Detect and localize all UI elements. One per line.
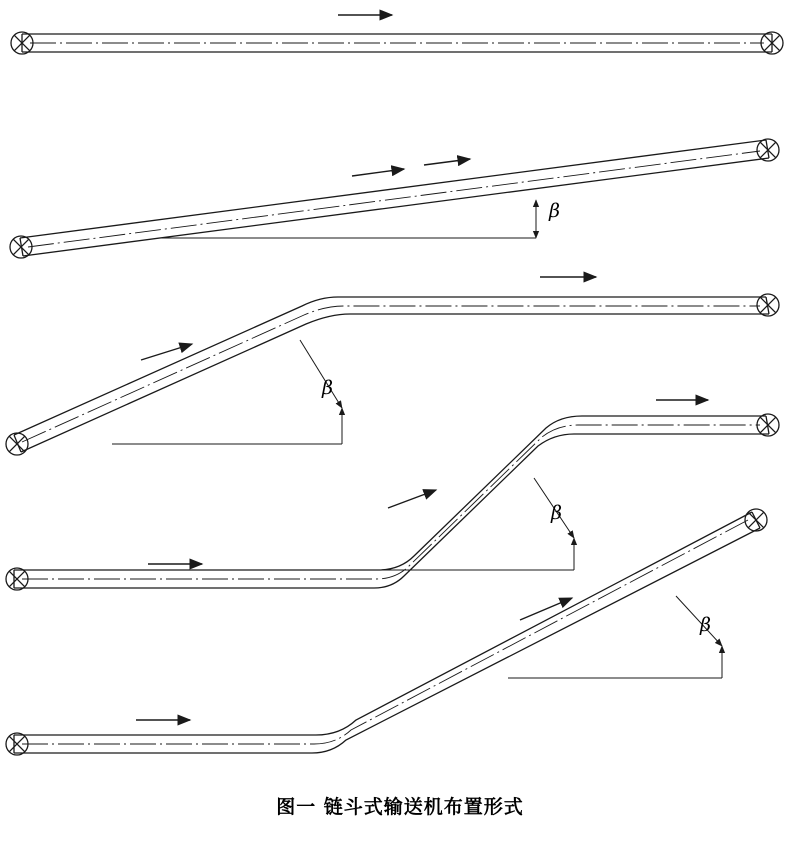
layout-2-bottom-edge — [23, 158, 769, 256]
figure-caption: 图一 链斗式输送机布置形式 — [276, 796, 524, 818]
layout-2-centerline — [28, 151, 760, 247]
layout-3-conveyor — [6, 277, 779, 455]
layout-5-centerline — [22, 520, 748, 744]
layout-3-left-sprocket — [6, 433, 28, 455]
layout-5-flow-arrow-2 — [520, 598, 572, 620]
layout-3-beta-label: β — [322, 377, 333, 399]
layout-4-bottom-edge — [14, 434, 769, 588]
layout-5-angle-arrow-down — [676, 596, 722, 646]
layout-3-bottom-edge — [21, 314, 769, 452]
layout-3-flow-arrow-1 — [141, 344, 192, 360]
layout-5-right-sprocket — [745, 509, 767, 531]
layout-2-conveyor — [10, 139, 779, 258]
layout-4-flow-arrow-2 — [388, 490, 436, 508]
layout-5-bottom-edge — [14, 528, 760, 753]
layout-2-flow-arrow-2 — [424, 159, 470, 165]
layout-2-top-edge — [20, 140, 766, 238]
layout-4-top-edge — [14, 416, 766, 570]
layout-4-conveyor — [6, 400, 779, 590]
layout-4-centerline — [22, 425, 760, 579]
layout-5-top-edge — [14, 512, 752, 735]
layout-5-conveyor — [6, 509, 767, 755]
layout-1-conveyor — [11, 15, 783, 54]
layout-3-right-sprocket — [757, 294, 779, 316]
layout-2-beta-label: β — [549, 200, 560, 222]
layout-3-angle-arrow-down — [300, 340, 342, 408]
layout-3-top-edge — [14, 297, 766, 435]
layout-4-beta-label: β — [551, 502, 562, 524]
layout-3-centerline — [22, 306, 760, 442]
layout-5-beta-label: β — [700, 614, 711, 636]
layout-2-flow-arrow-1 — [352, 169, 404, 176]
layout-4-right-sprocket — [757, 414, 779, 436]
